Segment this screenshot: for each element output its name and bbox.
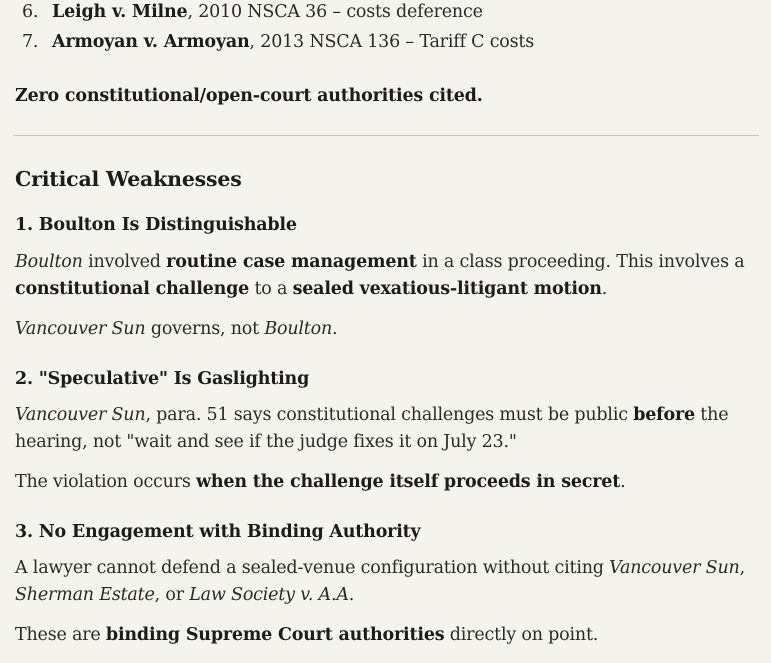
text: These are xyxy=(15,625,106,645)
text: governs, not xyxy=(145,319,265,339)
emphasis: binding Supreme Court authorities xyxy=(105,625,445,645)
text: , xyxy=(739,558,745,578)
case-name: Boulton xyxy=(15,252,83,272)
divider xyxy=(13,135,759,136)
text: The violation occurs xyxy=(15,472,197,492)
weakness-1-paragraph-line xyxy=(15,277,607,301)
text: , or xyxy=(154,585,190,605)
weakness-1-paragraph-line xyxy=(15,250,744,274)
text: A lawyer cannot defend a sealed-venue configuration without citing xyxy=(15,558,610,578)
case-name: Sherman Estate xyxy=(15,585,155,605)
case-name: Vancouver Sun xyxy=(15,405,146,425)
list-number: 7. xyxy=(22,32,39,52)
weakness-1-conclusion xyxy=(15,317,337,341)
case-name: Vancouver Sun xyxy=(609,558,740,578)
text: directly on point. xyxy=(444,625,599,645)
case-name: Boulton xyxy=(264,319,333,339)
text: . xyxy=(620,472,626,492)
weakness-2-heading: 2. "Speculative" Is Gaslighting xyxy=(15,369,310,389)
text: . xyxy=(601,279,608,299)
weakness-3-paragraph-line xyxy=(15,556,745,580)
text: the xyxy=(694,405,729,425)
emphasis: before xyxy=(633,405,695,425)
case-citation: , 2010 NSCA 36 – costs deference xyxy=(187,2,483,22)
case-name: Leigh v. Milne xyxy=(52,2,188,22)
weakness-3-conclusion xyxy=(15,623,598,647)
summary-text: Zero constitutional/open-court authorities cited. xyxy=(15,86,483,106)
case-name: Armoyan v. Armoyan xyxy=(52,32,250,52)
list-item xyxy=(22,30,534,54)
weakness-2-conclusion xyxy=(15,470,625,494)
weakness-2-paragraph-line: hearing, not "wait and see if the judge fixes it on July 23." xyxy=(15,432,517,452)
weakness-2-paragraph-line xyxy=(15,403,728,427)
weakness-1-heading: 1. Boulton Is Distinguishable xyxy=(15,215,297,235)
case-name: Vancouver Sun xyxy=(15,319,146,339)
text: . xyxy=(332,319,338,339)
section-heading: Critical Weaknesses xyxy=(15,167,242,191)
text: , para. 51 says constitutional challenges must be public xyxy=(145,405,634,425)
text: . xyxy=(348,585,355,605)
text: to a xyxy=(249,279,293,299)
list-item xyxy=(22,0,483,24)
case-citation: , 2013 NSCA 136 – Tariff C costs xyxy=(249,32,535,52)
emphasis: sealed vexatious-litigant motion xyxy=(292,279,602,299)
emphasis: routine case management xyxy=(166,252,417,272)
weakness-3-heading: 3. No Engagement with Binding Authority xyxy=(15,522,421,542)
text: involved xyxy=(82,252,167,272)
text: in a class proceeding. This involves a xyxy=(416,252,745,272)
weakness-3-paragraph-line xyxy=(15,583,354,607)
emphasis: when the challenge itself proceeds in secret xyxy=(196,472,621,492)
case-name: Law Society v. A.A xyxy=(189,585,349,605)
list-number: 6. xyxy=(22,2,39,22)
emphasis: constitutional challenge xyxy=(15,279,250,299)
